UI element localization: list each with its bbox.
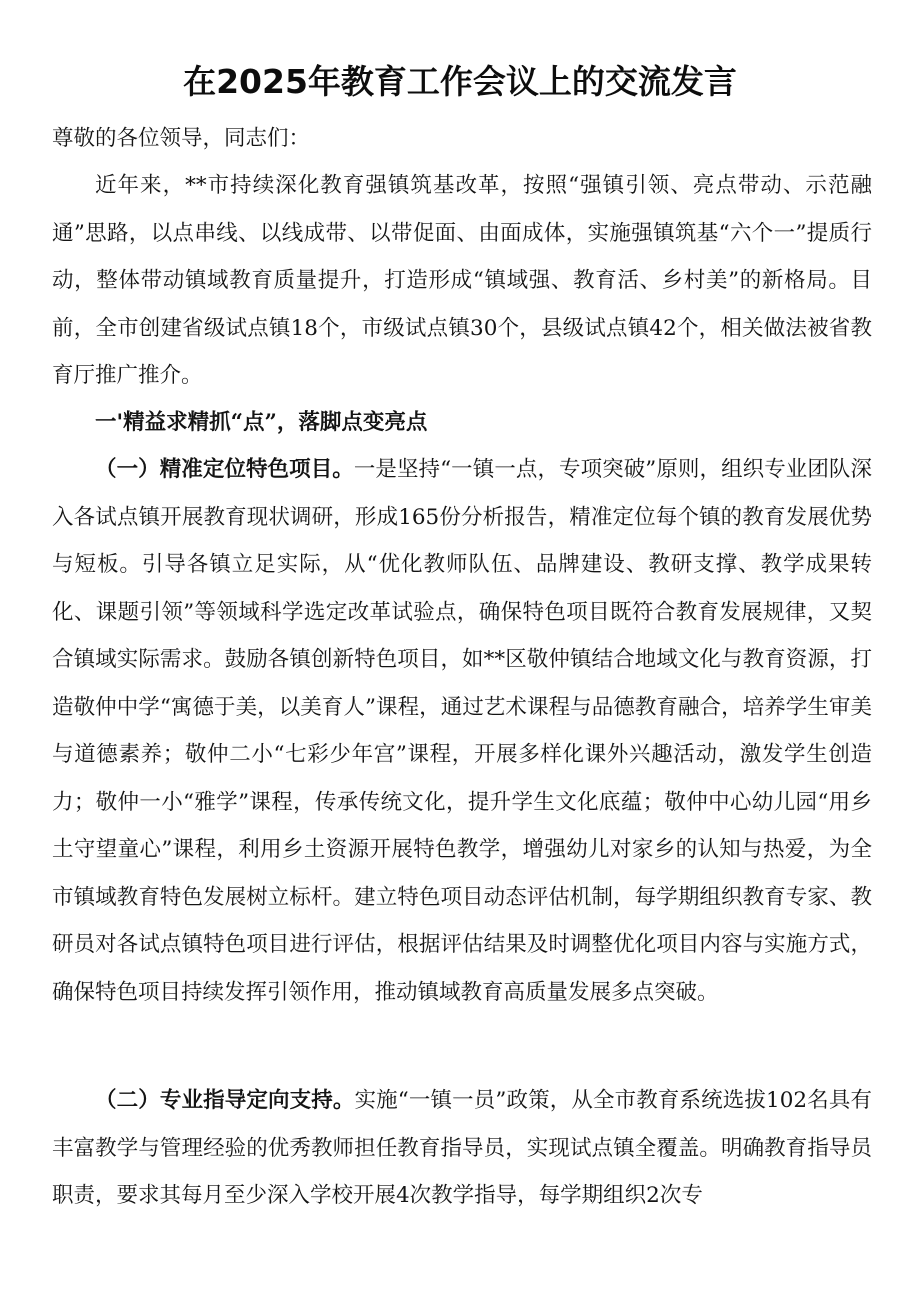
item-1-heading: （一）精准定位特色项目。 xyxy=(95,457,354,482)
intro-paragraph: 近年来，**市持续深化教育强镇筑基改革，按照“强镇引领、亮点带动、示范融通”思路，以点串线、以线成带、以带促面、由面成体，实施强镇筑基“六个一”提质行动，整体带动镇域教育质量提升，打造形成“镇域强、教育活、乡村美”的新格局。目前，全市创建省级试点镇18个，市级试点镇30个，县级试点镇42个，相关做法被省教育厅推广推介。 xyxy=(52,173,872,388)
salutation: 尊敬的各位领导，同志们： xyxy=(52,126,311,151)
item-1-text: 一是坚持“一镇一点，专项突破”原则，组织专业团队深入各试点镇开展教育现状调研，形成165份分析报告，精准定位每个镇的教育发展优势与短板。引导各镇立足实际，从“优化教师队伍、品牌建设、教研支撑、教学成果转化、课题引领”等领域科学选定改革试验点，确保特色项目既符合教育发展规律，又契合镇域实际需求。鼓励各镇创新特色项目，如**区敬仲镇结合地域文化与教育资源，打造敬仲中学“寓德于美，以美育人”课程，通过艺术课程与品德教育融合，培养学生审美与道德素养；敬仲二小“七彩少年宫”课程，开展多样化课外兴趣活动，激发学生创造力；敬仲一小“雅学”课程，传承传统文化，提升学生文化底蕴；敬仲中心幼儿园“用乡土守望童心”课程，利用乡土资源开展特色教学，增强幼儿对家乡的认知与热爱，为全市镇域教育特色发展树立标杆。建立特色项目动态评估机制，每学期组织教育专家、教研员对各试点镇特色项目进行评估，根据评估结果及时调整优化项目内容与实施方式，确保特色项目持续发挥引领作用，推动镇域教育高质量发展多点突破。 xyxy=(52,457,872,1005)
item-2-text: 实施“一镇一员”政策，从全市教育系统选拔102名具有丰富教学与管理经验的优秀教师担任教育指导员，实现试点镇全覆盖。明确教育指导员职责，要求其每月至少深入学校开展4次教学指导，每学期组织2次专 xyxy=(52,1088,872,1208)
paragraph-item-2 xyxy=(52,1077,872,1220)
paragraph-item-1 xyxy=(52,446,872,1016)
section-heading-1: 一'精益求精抓“点”，落脚点变亮点 xyxy=(95,410,428,435)
item-2-heading: （二）专业指导定向支持。 xyxy=(95,1088,355,1113)
document-title: 在2025年教育工作会议上的交流发言 xyxy=(183,62,737,101)
